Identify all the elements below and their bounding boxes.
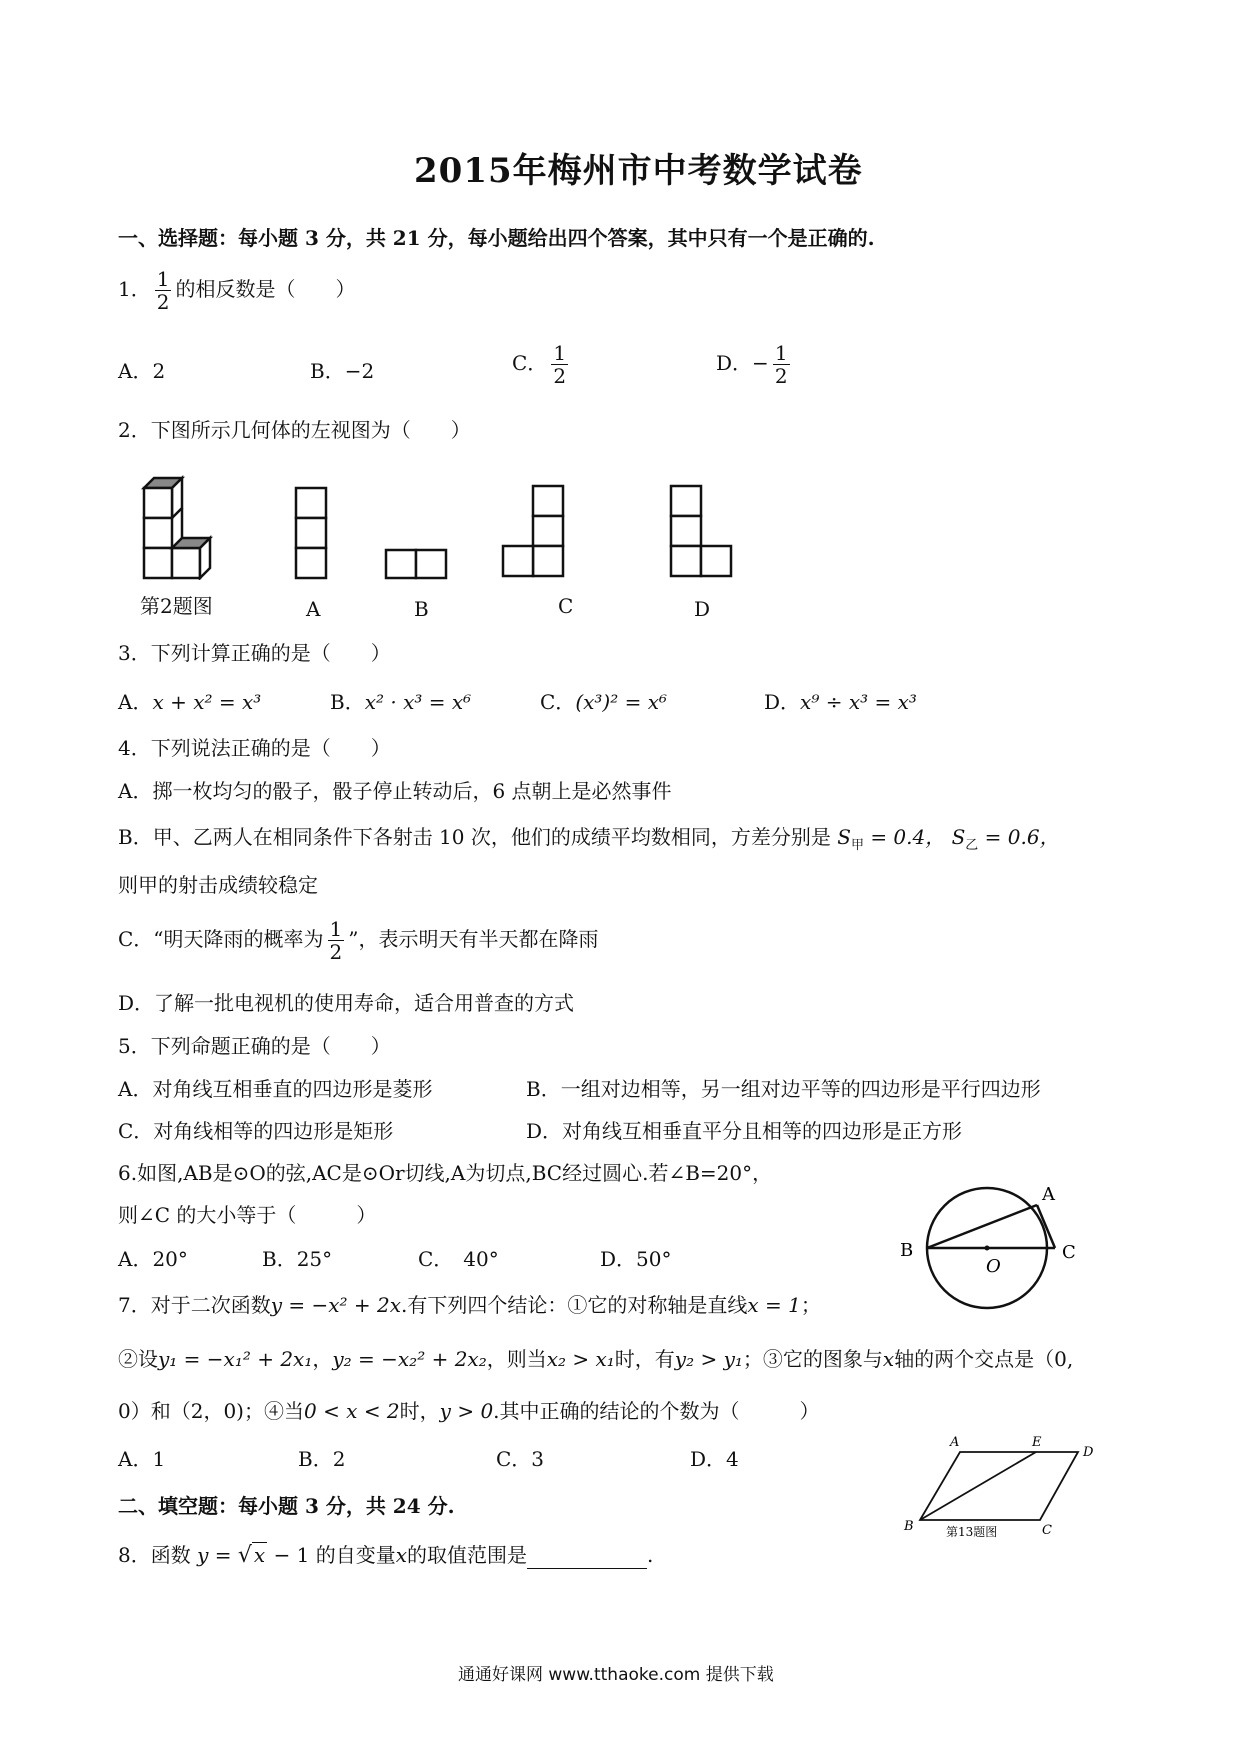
q8-answer-blank[interactable] bbox=[527, 1548, 647, 1569]
page-title: 2015年梅州市中考数学试卷 bbox=[414, 151, 863, 191]
q2-stem: 2．下图所示几何体的左视图为（ ） bbox=[118, 418, 471, 442]
q4-option-c: C．“明天降雨的概率为 $\frac{1}{2}$ ”，表示明天有半天都在降雨 bbox=[118, 917, 599, 964]
q2-option-a-figure bbox=[296, 488, 326, 578]
q1-option-d: D．− $\frac{1}{2}$ bbox=[716, 341, 788, 388]
q2-figures bbox=[130, 470, 750, 580]
q2-label-c: C bbox=[558, 594, 574, 618]
q6-label-o: O bbox=[986, 1256, 1001, 1277]
q3-stem: 3．下列计算正确的是（ ） bbox=[118, 641, 391, 665]
q4-stem: 4．下列说法正确的是（ ） bbox=[118, 736, 391, 760]
q1-option-b: B．−2 bbox=[310, 359, 375, 383]
q1-option-c: C． $\frac{1}{2}$ bbox=[512, 341, 567, 388]
q4-option-d: D．了解一批电视机的使用寿命，适合用普查的方式 bbox=[118, 991, 575, 1015]
q3-option-c: C．(x³)² = x⁶ bbox=[540, 690, 668, 714]
q2-label-d: D bbox=[694, 597, 711, 621]
q1-number: 1． bbox=[118, 277, 151, 301]
q5-stem: 5．下列命题正确的是（ ） bbox=[118, 1034, 391, 1058]
fig13-label-d: D bbox=[1083, 1445, 1094, 1460]
q6-option-b: B．25° bbox=[262, 1247, 333, 1271]
question-8: 8．函数 y = √ x − 1 的自变量x的取值范围是 . bbox=[118, 1543, 654, 1568]
q5-option-a: A．对角线互相垂直的四边形是菱形 bbox=[118, 1077, 433, 1101]
q6-circle-figure bbox=[890, 1180, 1100, 1310]
q5-option-d: D．对角线互相垂直平分且相等的四边形是正方形 bbox=[526, 1119, 963, 1143]
q1-stem: 的相反数是（ ） bbox=[175, 277, 356, 301]
q2-solid-figure bbox=[144, 478, 210, 578]
q2-label-a: A bbox=[306, 597, 321, 621]
fig13-label-b: B bbox=[904, 1519, 914, 1534]
q2-label-b: B bbox=[414, 597, 429, 621]
page-footer: 通通好课网 www.tthaoke.com 提供下载 bbox=[458, 1665, 774, 1685]
q6-option-a: A．20° bbox=[118, 1247, 188, 1271]
q1-fraction: $\frac{1}{2}$ bbox=[156, 267, 170, 314]
q2-figure-caption: 第2题图 bbox=[140, 594, 213, 618]
q7-stem-line1: 7．对于二次函数y = −x² + 2x.有下列四个结论：①它的对称轴是直线x = 1； bbox=[118, 1293, 821, 1317]
q6-label-a: A bbox=[1042, 1184, 1055, 1205]
fig13-parallelogram bbox=[890, 1430, 1110, 1540]
q1-option-a: A．2 bbox=[118, 359, 166, 383]
q3-option-a: A．x + x² = x³ bbox=[118, 690, 262, 714]
q3-option-d: D．x⁹ ÷ x³ = x³ bbox=[764, 690, 917, 714]
q6-label-b: B bbox=[900, 1240, 914, 1261]
q7-stem-line3: 0）和（2，0)；④当0 < x < 2时，y > 0.其中正确的结论的个数为（ ） bbox=[118, 1399, 820, 1423]
q7-option-d: D．4 bbox=[690, 1447, 739, 1471]
fig13-label-c: C bbox=[1042, 1523, 1052, 1538]
section-heading-fill: 二、填空题：每小题 3 分，共 24 分. bbox=[118, 1494, 455, 1518]
q6-option-c: C． 40° bbox=[418, 1247, 499, 1271]
q6-option-d: D．50° bbox=[600, 1247, 672, 1271]
q5-option-b: B．一组对边相等，另一组对边平等的四边形是平行四边形 bbox=[526, 1077, 1041, 1101]
q6-label-c: C bbox=[1062, 1242, 1076, 1263]
q4-option-b-cont: 则甲的射击成绩较稳定 bbox=[118, 873, 318, 897]
q4-option-b: B．甲、乙两人在相同条件下各射击 10 次，他们的成绩平均数相同，方差分别是 $S_甲 = 0.4$， $S_乙 = 0.6$， bbox=[118, 825, 1060, 853]
fig13-caption: 第13题图 bbox=[946, 1525, 998, 1539]
q2-option-c-figure bbox=[503, 486, 563, 576]
section-heading-choice: 一、选择题：每小题 3 分，共 21 分，每小题给出四个答案，其中只有一个是正确的. bbox=[118, 226, 875, 250]
q7-option-b: B．2 bbox=[298, 1447, 346, 1471]
question-1 bbox=[118, 268, 355, 313]
q3-option-b: B．x² · x³ = x⁶ bbox=[330, 690, 472, 714]
q7-option-c: C．3 bbox=[496, 1447, 545, 1471]
fig13-label-a: A bbox=[950, 1435, 960, 1450]
q4-option-a: A．掷一枚均匀的骰子，骰子停止转动后，6 点朝上是必然事件 bbox=[118, 779, 672, 803]
q6-stem-line2: 则∠C 的大小等于（ ） bbox=[118, 1203, 377, 1227]
q2-option-d-figure bbox=[671, 486, 731, 576]
q6-stem-line1: 6.如图,AB是⊙O的弦,AC是⊙Or切线,A为切点,BC经过圆心.若∠B=20°， bbox=[118, 1161, 773, 1185]
q7-stem-line2: ②设y₁ = −x₁² + 2x₁，y₂ = −x₂² + 2x₂，则当x₂ > x₁时，有y₂ > y₁；③它的图象与x轴的两个交点是（0, bbox=[118, 1347, 1074, 1371]
q7-option-a: A．1 bbox=[118, 1447, 166, 1471]
q5-option-c: C．对角线相等的四边形是矩形 bbox=[118, 1119, 394, 1143]
q2-option-b-figure bbox=[386, 550, 446, 578]
fig13-label-e: E bbox=[1032, 1435, 1042, 1450]
